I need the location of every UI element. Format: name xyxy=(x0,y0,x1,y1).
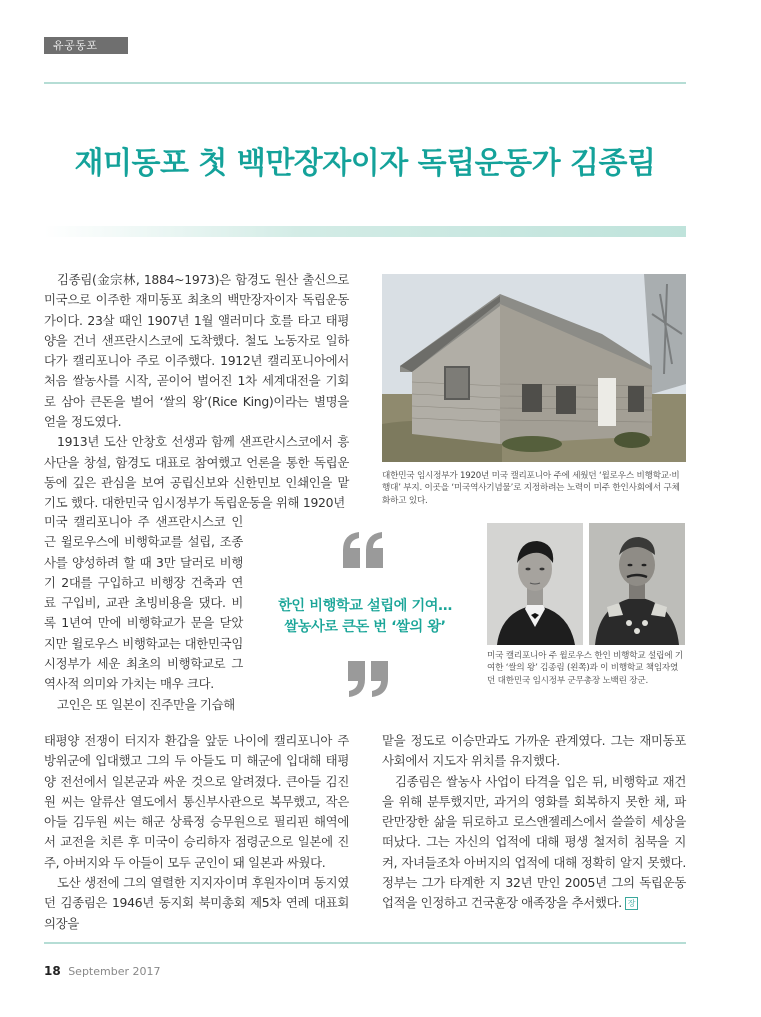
body-left-top xyxy=(44,270,349,514)
open-quote-icon xyxy=(341,532,387,568)
portraits-caption: 미국 캘리포니아 주 윌로우스 한인 비행학교 설립에 기여한 ‘쌀의 왕’ 김종림 (왼쪽)과 이 비행학교 책임자였던 대한민국 임시정부 군무총장 노백린 장군. xyxy=(487,651,683,686)
paragraph-later-life xyxy=(382,772,686,914)
noh-baek-rin-portrait xyxy=(589,523,685,645)
body-left-narrow xyxy=(44,512,243,715)
top-divider xyxy=(44,82,686,84)
bottom-divider xyxy=(44,942,686,944)
paragraph-intro: 김종림(金宗林, 1884~1973)은 함경도 원산 출신으로 미국으로 이주한 재미동포 최초의 백만장자이자 독립운동가이다. 23살 때인 1907년 1월 앨러미다 호를 타고 태평양을 건너 샌프란시스코에 도착했다. 철도 노동자로 일하다가 캘리포니아 주로 이주했다. 1912년 캘리포니아에서 처음 쌀농사를 시작, 곧이어 벌어진 1차 세계대전을 기회로 삼아 큰돈을 벌어 ‘쌀의 왕’(Rice King)이라는 별명을 얻을 정도였다. xyxy=(44,272,349,430)
title-underline-band xyxy=(44,226,686,237)
body-right xyxy=(382,731,686,914)
end-mark-icon: 장 xyxy=(625,897,638,910)
body-left-bottom xyxy=(44,731,349,934)
paragraph-flight-school: 미국 캘리포니아 주 샌프란시스코 인근 윌로우스에 비행학교를 설립, 조종사를 양성하려 할 때 3만 달러로 비행기 2대를 구입하고 비행장 건축과 연료 구입비, 교관 초빙비용을 댔다. 비록 1년여 만에 비행학교가 문을 닫았지만 윌로우스 비행학교는 대한민국임시정부가 세운 최초의 비행학교로 그 역사적 의미와 가치는 매우 크다. xyxy=(44,514,243,692)
close-quote-icon xyxy=(346,661,392,697)
page-number: 18 xyxy=(44,964,61,978)
building-photo-caption: 대한민국 임시정부가 1920년 미국 캘리포니아 주에 세웠던 ‘윌로우스 비행학교·비행대’ 부지. 이곳을 ‘미국역사기념물’로 지정하려는 노력이 미주 한인사회에서 구체화하고 있다. xyxy=(382,471,680,506)
flight-school-building-photo xyxy=(382,274,686,462)
section-tag: 유공동포 xyxy=(44,37,128,54)
paragraph-dosan: 도산 생전에 그의 열렬한 지지자이며 후원자이며 동지였던 김종림은 1946년 동지회 북미총회 제5차 연례 대표회 의장을 xyxy=(44,875,349,931)
pull-quote-line-1: 한인 비행학교 설립에 기여… xyxy=(278,598,452,614)
pull-quote xyxy=(256,596,474,638)
paragraph-syngman-rhee: 맡을 정도로 이승만과도 가까운 관계였다. 그는 재미동포 사회에서 지도자 위치를 유지했다. xyxy=(382,733,686,769)
later-life-text: 김종림은 쌀농사 사업이 타격을 입은 뒤, 비행학교 재건을 위해 분투했지만, 과거의 영화를 회복하지 못한 채, 파란만장한 삶을 뒤로하고 로스앤젤레스에서 쓸쓸히 세상을 떠났다. 그는 자신의 업적에 대해 평생 철저히 침묵을 지켜, 자녀들조차 아버지의 업적에 대해 정확히 알지 못했다. 정부는 그가 타계한 지 32년 만인 2005년 그의 독립운동 업적을 인정하고 건국훈장 애족장을 추서했다. xyxy=(382,773,686,911)
paragraph-heungsadan: 1913년 도산 안창호 선생과 함께 샌프란시스코에서 흥사단을 창설, 함경도 대표로 참여했고 언론을 통한 독립운동에 깊은 관심을 보여 공립신보와 신한민보 인쇄인을 맡기도 했다. 대한민국 임시정부가 독립운동을 위해 1920년 xyxy=(44,434,349,511)
pull-quote-line-2: 쌀농사로 큰돈 번 ‘쌀의 왕’ xyxy=(284,619,446,635)
issue-date: September 2017 xyxy=(68,965,161,978)
kim-jong-rim-portrait xyxy=(487,523,583,645)
paragraph-pacific-war: 태평양 전쟁이 터지자 환갑을 앞둔 나이에 캘리포니아 주 방위군에 입대했고 그의 두 아들도 미 해군에 입대해 태평양 전선에서 일본군과 싸운 것으로 알려졌다. 큰아들 김진원 씨는 알류산 열도에서 통신부사관으로 복무했고, 작은아들 김두원 씨는 해군 상륙정 승무원으로 필리핀 해역에서 교전을 치른 후 미국이 승리하자 점령군으로 일본에 진주, 아버지와 두 아들이 모두 군인이 돼 일본과 싸웠다. xyxy=(44,733,349,870)
paragraph-pearl-harbor-lead: 고인은 또 일본이 진주만을 기습해 xyxy=(57,696,235,712)
article-title: 재미동포 첫 백만장자이자 독립운동가 김종림 xyxy=(74,146,656,181)
page-footer xyxy=(44,964,161,978)
